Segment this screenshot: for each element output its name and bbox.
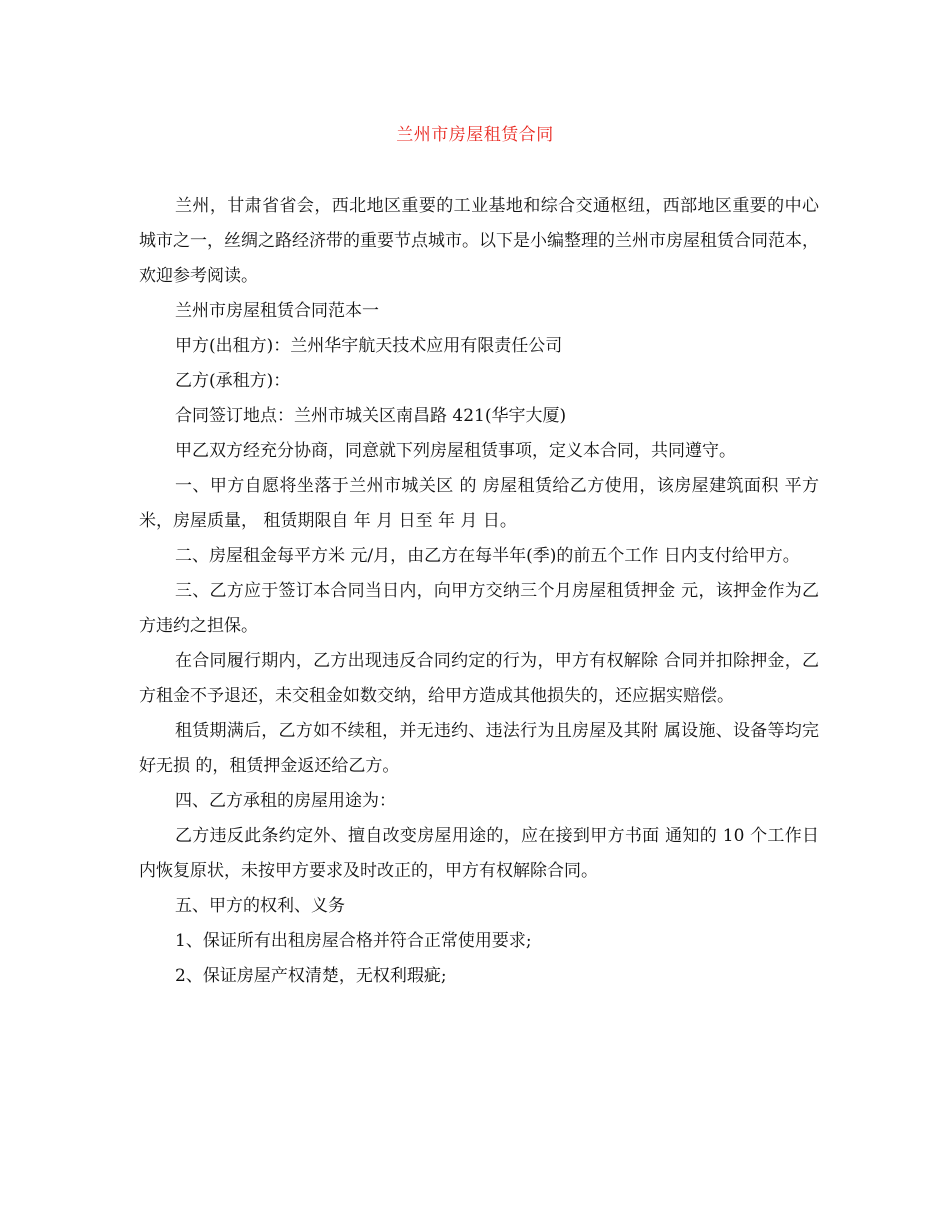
signing-location-line: 合同签订地点：兰州市城关区南昌路 421(华宇大厦) [175, 406, 567, 426]
clause-3-breach: 在合同履行期内，乙方出现违反合同约定的行为，甲方有权解除 合同并扣除押金，乙方租金不予退还，未交租金如数交纳，给甲方造成其他损失的，还应据实赔偿。 [139, 651, 819, 706]
clause-3-refund: 租赁期满后，乙方如不续租，并无违约、违法行为且房屋及其附 属设施、设备等均完好无损 的，租赁押金返还给乙方。 [139, 721, 819, 776]
clause-1: 一、甲方自愿将坐落于兰州市城关区 的 房屋租赁给乙方使用，该房屋建筑面积 平方米，房屋质量， 租赁期限自 年 月 日至 年 月 日。 [139, 476, 819, 531]
clause-3: 三、乙方应于签订本合同当日内，向甲方交纳三个月房屋租赁押金 元，该押金作为乙方违约之担保。 [139, 581, 819, 636]
clause-5-item-2: 2、保证房屋产权清楚，无权利瑕疵; [175, 966, 447, 986]
clause-5-item-1: 1、保证所有出租房屋合格并符合正常使用要求; [175, 931, 532, 951]
template-heading: 兰州市房屋租赁合同范本一 [175, 301, 379, 321]
clause-5: 五、甲方的权利、义务 [175, 896, 345, 916]
clause-4: 四、乙方承租的房屋用途为： [175, 791, 396, 811]
clause-2: 二、房屋租金每平方米 元/月，由乙方在每半年(季)的前五个工作 日内支付给甲方。 [175, 546, 800, 566]
document-title: 兰州市房屋租赁合同 [396, 125, 554, 145]
party-a-line: 甲方(出租方)：兰州华宇航天技术应用有限责任公司 [175, 336, 563, 356]
party-b-line: 乙方(承租方)： [175, 371, 291, 391]
intro-paragraph: 兰州，甘肃省省会，西北地区重要的工业基地和综合交通枢纽，西部地区重要的中心城市之一，丝绸之路经济带的重要节点城市。以下是小编整理的兰州市房屋租赁合同范本，欢迎参考阅读。 [139, 196, 819, 286]
clause-4-detail: 乙方违反此条约定外、擅自改变房屋用途的，应在接到甲方书面 通知的 10 个工作日内恢复原状，未按甲方要求及时改正的，甲方有权解除合同。 [139, 826, 819, 881]
agreement-preamble: 甲乙双方经充分协商，同意就下列房屋租赁事项，定义本合同，共同遵守。 [175, 441, 736, 461]
document-body [139, 189, 819, 994]
